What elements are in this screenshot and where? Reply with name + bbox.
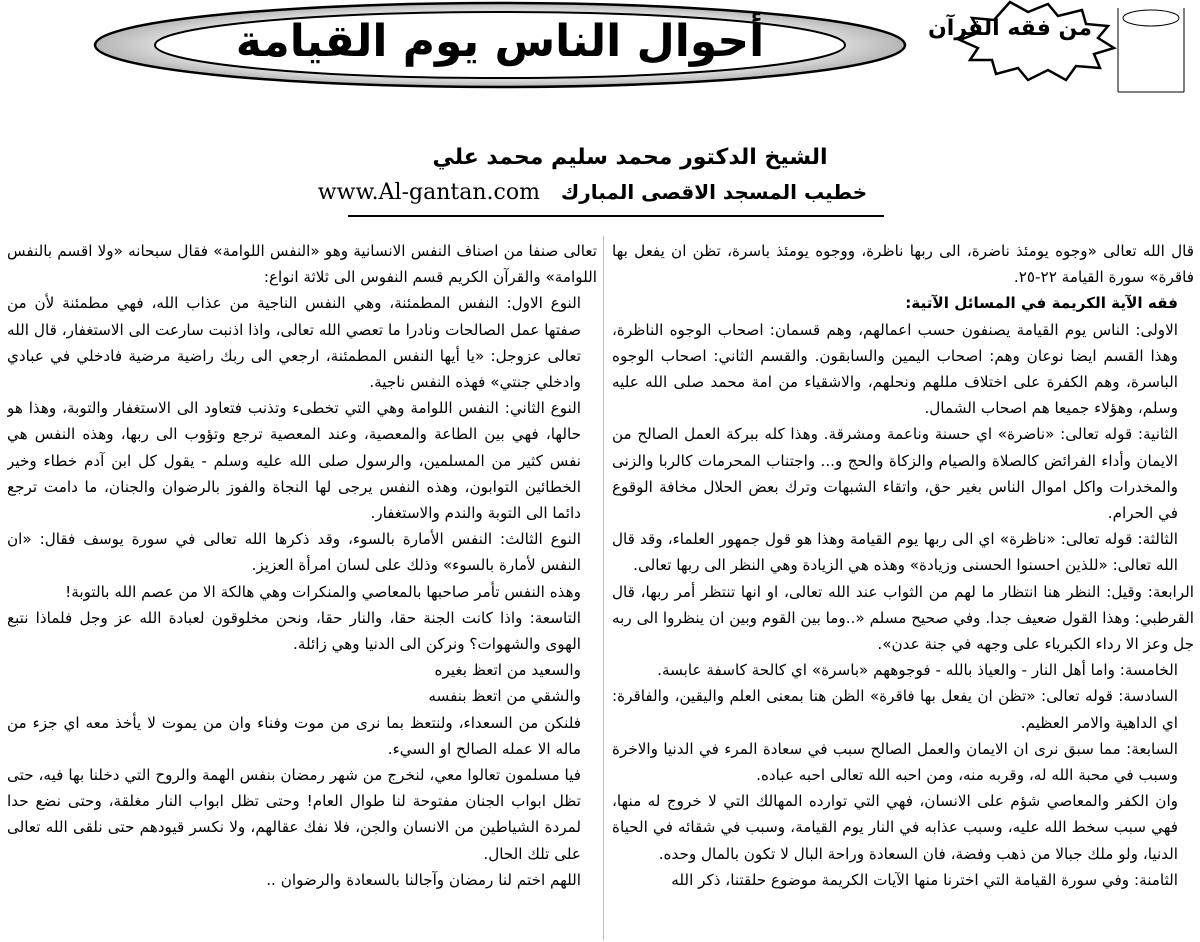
article-column-right <box>612 238 1194 940</box>
paragraph: الرابعة: وقيل: النظر هنا انتظار ما لهم من الثواب عند الله تعالى، او انها تنتظر أمر ربها، قال القرطبي: وهذا القول ضعيف جدا. وفي صحيح مسلم «..وما بين القوم وبين ان ينظروا الى ربه جل وعز الا رداء الكبرياء على وجهه في جنة عدن». <box>612 582 1194 654</box>
paragraph: تعالى صنفا من اصناف النفس الانسانية وهو «النفس اللوامة» فقال سبحانه «ولا اقسم بالنفس اللوامة» والقرآن الكريم قسم النفوس الى ثلاثة انواع: <box>7 242 597 287</box>
paragraph: النوع الاول: النفس المطمئنة، وهي النفس الناجية من عذاب الله، فهي مطمئنة لأن من صفتها عمل الصالحات ونادرا ما تعصي الله تعالى، واذا اذنبت سارعت الى الاستغفار، قال الله تعالى عزوجل: «يا أيها النفس المطمئنة، ارجعي الى ربك راضية مرضية فادخلي في عبادي وادخلي جنتي» فهذه النفس ناجية. <box>7 294 581 392</box>
paragraph: النوع الثالث: النفس الأمارة بالسوء، وقد ذكرها الله تعالى في سورة يوسف فقال: «ان النفس لأمارة بالسوء» وذلك على لسان امرأة العزيز. <box>7 530 581 575</box>
author-name: الشيخ الدكتور محمد سليم محمد علي <box>432 145 828 170</box>
author-role: خطيب المسجد الاقصى المبارك <box>560 180 868 204</box>
paragraph: الاولى: الناس يوم القيامة يصنفون حسب اعمالهم، وهم قسمان: اصحاب الوجوه الناظرة، وهذا القسم ايضا نوعان وهم: اصحاب اليمين والسابقون. والقسم الثاني: اصحاب الوجوه الباسرة، وهم الكفرة على اختلاف مللهم ونحلهم، والاشقياء من امة محمد صلى الله عليه وسلم، وهؤلاء جميعا هم اصحاب الشمال. <box>612 320 1178 418</box>
page-title: أحوال الناس يوم القيامة <box>235 16 765 67</box>
paragraph: قال الله تعالى «وجوه يومئذ ناضرة، الى ربها ناظرة، ووجوه يومئذ باسرة، تظن ان يفعل بها فاقرة» سورة القيامة ٢٢-٢٥. <box>612 242 1194 287</box>
paragraph: النوع الثاني: النفس اللوامة وهي التي تخطىء وتذنب فتعاود الى الاستغفار والتوبة، وهذا هو حالها، فهي بين الطاعة والمعصية، وعند المعصية ترجع وتؤوب الى ربها، وهذه النفس هي نفس كثير من المسلمين، والرسول صلى الله عليه وسلم - يقول كل ابن آدم خطاء وخير الخطائين التوابون، وهذه النفس يرجى لها النجاة والفوز بالرضوان والجنان، ما دامت ترجع دائما الى التوبة والندم والاستغفار. <box>7 399 581 523</box>
author-website: www.Al-gantan.com <box>317 180 540 205</box>
paragraph: الثانية: قوله تعالى: «ناضرة» اي حسنة وناعمة ومشرقة. وهذا كله ببركة العمل الصالح من الايمان وأداء الفرائض كالصلاة والصيام والزكاة والحج و... واجتناب المحرمات كالربا والزنى والمخدرات واكل اموال الناس بغير حق، واتقاء الشبهات وترك بعض الحلال مخافة الوقوع في الحرام. <box>612 425 1178 523</box>
paragraph: وهذه النفس تأمر صاحبها بالمعاصي والمنكرات وهي هالكة الا من عصم الله بالتوبة! <box>65 582 581 601</box>
author-byline <box>300 177 885 209</box>
article-column-left <box>7 238 597 940</box>
author-divider <box>348 215 884 217</box>
section-label: من فقه القرآن <box>928 16 1092 41</box>
paragraph: والسعيد من اتعظ بغيره <box>434 661 581 680</box>
paragraph: التاسعة: واذا كانت الجنة حقا، والنار حقا، ونحن مخلوقون لعبادة الله عز وجل فلماذا نتبع الهوى والشهوات؟ ونركن الى الدنيا وهي زائلة. <box>7 608 581 654</box>
paragraph: والشقي من اتعظ بنفسه <box>428 687 581 706</box>
header-banner <box>0 0 1200 98</box>
paragraph: فلنكن من السعداء، ولنتعظ بما نرى من موت وفناء وان من يموت لا يأخذ معه اي جزء من ماله الا عمله الصالح او السيء. <box>7 713 581 758</box>
paragraph: الثامنة: وفي سورة القيامة التي اخترنا منها الآيات الكريمة موضوع حلقتنا، ذكر الله <box>671 870 1178 889</box>
paragraph: الخامسة: واما أهل النار - والعياذ بالله - فوجوههم «باسرة» اي كالحة كاسفة عابسة. <box>657 661 1178 680</box>
paragraph: وان الكفر والمعاصي شؤم على الانسان، فهي التي توارده المهالك التي لا خروج له منها، فهي سبب سخط الله عليه، وسبب عذابه في النار يوم القيامة، وسبب في شقائه في الحياة الدنيا، ولو ملك جبالا من ذهب وفضة، فان السعادة وراحة البال لا تكون بالمال وحده. <box>612 792 1178 863</box>
paragraph: فيا مسلمون تعالوا معي، لنخرج من شهر رمضان بنفس الهمة والروح التي دخلنا بها فيه، حتى تظل ابواب الجنان مفتوحة لنا طوال العام! وحتى تظل ابواب النار مغلقة، وحتى نضع حدا لمردة الشياطين من الانسان والجن، فلا نفك عقالهم، ولا نكسر قيودهم حتى نلقى الله تعالى على تلك الحال. <box>7 766 581 863</box>
column-divider <box>603 236 604 940</box>
paragraph: السادسة: قوله تعالى: «تظن ان يفعل بها فاقرة» الظن هنا بمعنى العلم واليقين، والفاقرة: اي الداهية والامر العظيم. <box>612 687 1178 732</box>
paragraph: اللهم اختم لنا رمضان وآجالنا بالسعادة والرضوان .. <box>266 870 581 889</box>
paragraph: السابعة: مما سبق نرى ان الايمان والعمل الصالح سبب في سعادة المرء في الدنيا والاخرة وسبب في محبة الله له، وقربه منه، ومن احبه الله تعالى احبه عباده. <box>612 739 1178 785</box>
paragraph: الثالثة: قوله تعالى: «ناظرة» اي الى ربها يوم القيامة وهذا هو قول جمهور العلماء، وقد قال الله تعالى: «للذين احسنوا الحسنى وزيادة» وهذه هي الزيادة وهي النظر الى ربها تعالى. <box>612 530 1178 575</box>
paragraph: فقه الآية الكريمة في المسائل الآتية: <box>905 294 1178 313</box>
